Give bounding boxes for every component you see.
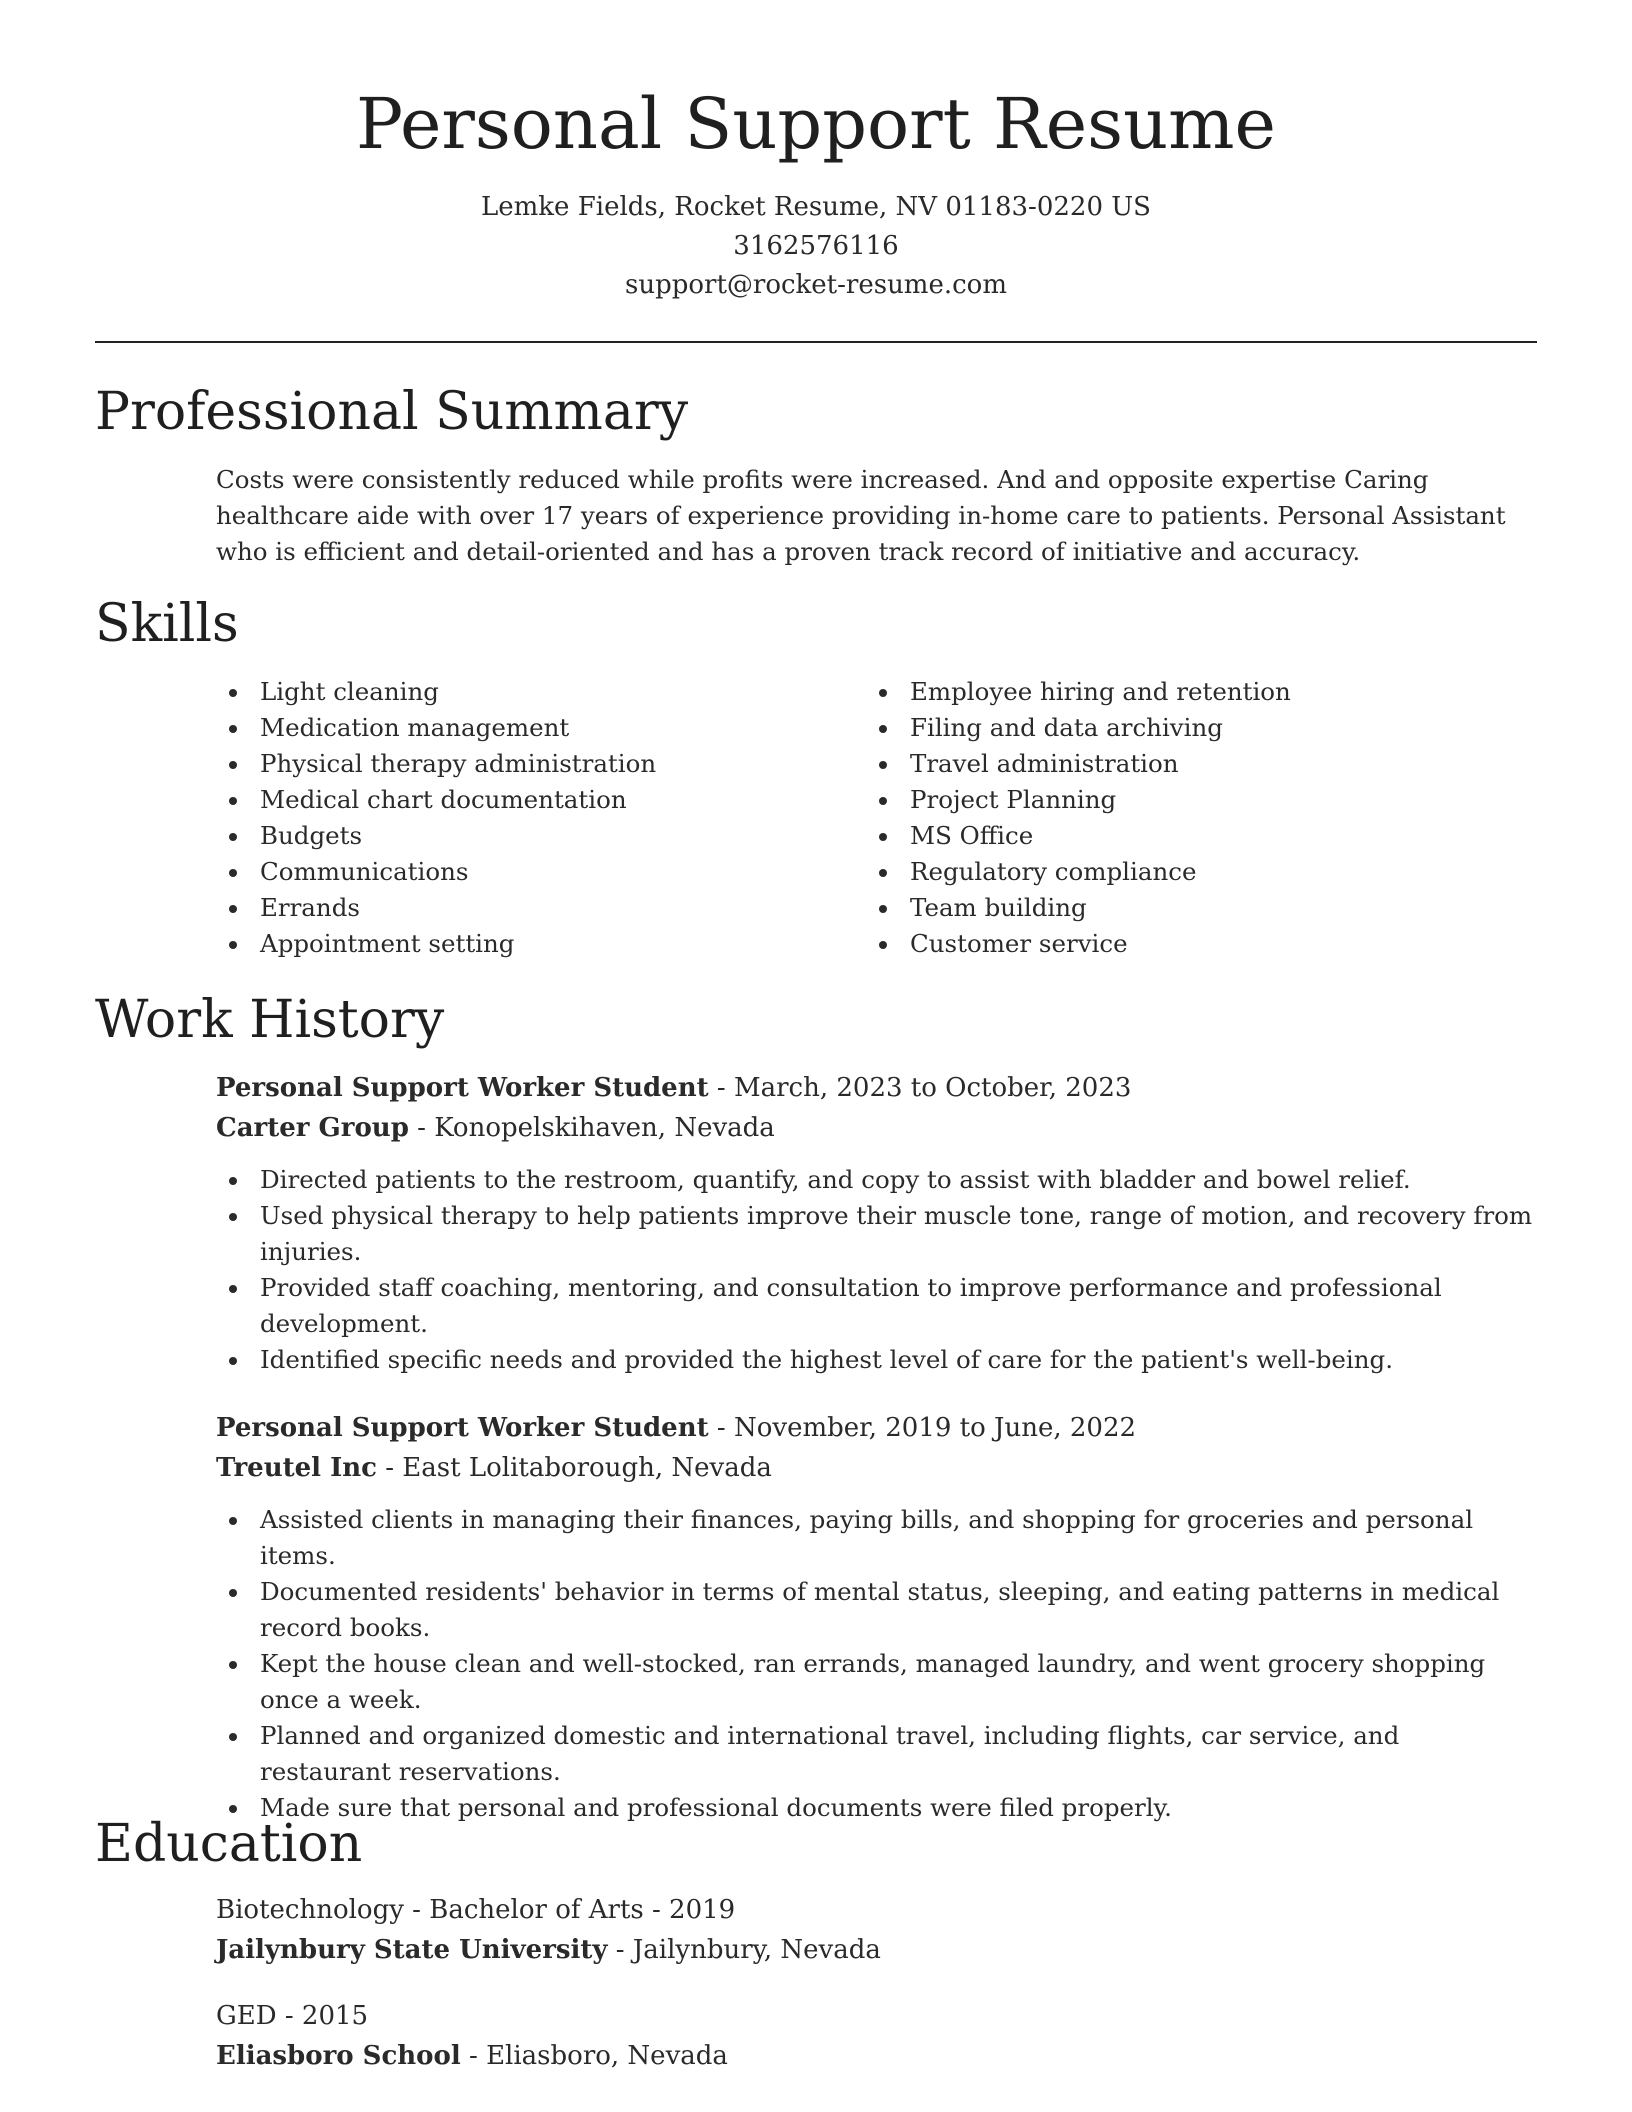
job-dates: - March, 2023 to October, 2023 — [708, 1073, 1132, 1103]
education-year: - 2015 — [276, 2001, 369, 2031]
job-bullet: Directed patients to the restroom, quantify, and copy to assist with bladder and bowel relief. — [216, 1162, 1536, 1198]
job-entry — [216, 1408, 1536, 1826]
job-title: Personal Support Worker Student — [216, 1413, 709, 1443]
skill-item: Communications — [216, 854, 866, 890]
contact-email[interactable]: support@rocket-resume.com — [624, 270, 1007, 300]
contact-info — [0, 188, 1632, 305]
skills-column-right — [866, 674, 1516, 962]
contact-address: Lemke Fields, Rocket Resume, NV 01183-0220 US — [481, 192, 1151, 222]
skill-item: Filing and data archiving — [866, 710, 1516, 746]
job-bullets — [216, 1502, 1536, 1826]
job-bullet: Kept the house clean and well-stocked, ran errands, managed laundry, and went grocery shopping once a week. — [216, 1646, 1536, 1718]
job-entry — [216, 1068, 1536, 1378]
education-degree-line — [216, 1996, 1536, 2036]
job-company-line — [216, 1108, 1536, 1148]
skill-item: Errands — [216, 890, 866, 926]
education-school-line — [216, 2036, 1536, 2076]
resume-title: Personal Support Resume — [356, 83, 1276, 165]
job-company: Treutel Inc — [216, 1453, 377, 1483]
education-entry — [216, 1890, 1536, 1970]
skills-heading: Skills — [95, 594, 239, 654]
education-degree: Biotechnology - Bachelor of Arts — [216, 1895, 644, 1925]
skill-item: Travel administration — [866, 746, 1516, 782]
job-bullet: Used physical therapy to help patients improve their muscle tone, range of motion, and recovery from injuries. — [216, 1198, 1536, 1270]
skills-list — [216, 674, 1537, 962]
resume-header — [0, 78, 1632, 305]
job-company-line — [216, 1448, 1536, 1488]
skill-item: MS Office — [866, 818, 1516, 854]
skill-item: Customer service — [866, 926, 1516, 962]
skill-item: Medication management — [216, 710, 866, 746]
education-school-line — [216, 1930, 1536, 1970]
summary-text: Costs were consistently reduced while profits were increased. And and opposite expertise Caring healthcare aide with over 17 years of experience providing in-home care to patients. Personal Assistant who is efficient and detail-oriented and has a proven track record of initiative and accuracy. — [216, 465, 1506, 566]
job-company: Carter Group — [216, 1113, 409, 1143]
skill-item: Team building — [866, 890, 1516, 926]
skill-item: Light cleaning — [216, 674, 866, 710]
education-heading: Education — [95, 1814, 363, 1874]
skill-item: Employee hiring and retention — [866, 674, 1516, 710]
job-bullets — [216, 1162, 1536, 1378]
job-location: - East Lolitaborough, Nevada — [376, 1453, 772, 1483]
contact-phone: 3162576116 — [733, 231, 899, 261]
skill-item: Regulatory compliance — [866, 854, 1516, 890]
education-school: Eliasboro School — [216, 2041, 461, 2071]
education-degree: GED — [216, 2001, 277, 2031]
job-title: Personal Support Worker Student — [216, 1073, 709, 1103]
job-bullet: Assisted clients in managing their finances, paying bills, and shopping for groceries and personal items. — [216, 1502, 1536, 1574]
education-year: - 2019 — [643, 1895, 736, 1925]
job-title-line — [216, 1408, 1536, 1448]
education-entry — [216, 1996, 1536, 2076]
skills-column-left — [216, 674, 866, 962]
job-location: - Konopelskihaven, Nevada — [408, 1113, 775, 1143]
work-history-heading: Work History — [95, 990, 445, 1050]
education-degree-line — [216, 1890, 1536, 1930]
job-bullet: Made sure that personal and professional documents were filed properly. — [216, 1790, 1536, 1826]
education-location: - Jailynbury, Nevada — [607, 1935, 881, 1965]
skill-item: Project Planning — [866, 782, 1516, 818]
education-location: - Eliasboro, Nevada — [460, 2041, 728, 2071]
skill-item: Appointment setting — [216, 926, 866, 962]
header-divider — [95, 341, 1537, 343]
job-title-line — [216, 1068, 1536, 1108]
job-dates: - November, 2019 to June, 2022 — [708, 1413, 1137, 1443]
skill-item: Medical chart documentation — [216, 782, 866, 818]
job-bullet: Identified specific needs and provided the highest level of care for the patient's well-being. — [216, 1342, 1536, 1378]
job-bullet: Provided staff coaching, mentoring, and consultation to improve performance and professional development. — [216, 1270, 1536, 1342]
skill-item: Budgets — [216, 818, 866, 854]
job-bullet: Documented residents' behavior in terms of mental status, sleeping, and eating patterns in medical record books. — [216, 1574, 1536, 1646]
skill-item: Physical therapy administration — [216, 746, 866, 782]
education-school: Jailynbury State University — [216, 1935, 608, 1965]
summary-heading: Professional Summary — [95, 382, 689, 442]
job-bullet: Planned and organized domestic and international travel, including flights, car service, and restaurant reservations. — [216, 1718, 1536, 1790]
